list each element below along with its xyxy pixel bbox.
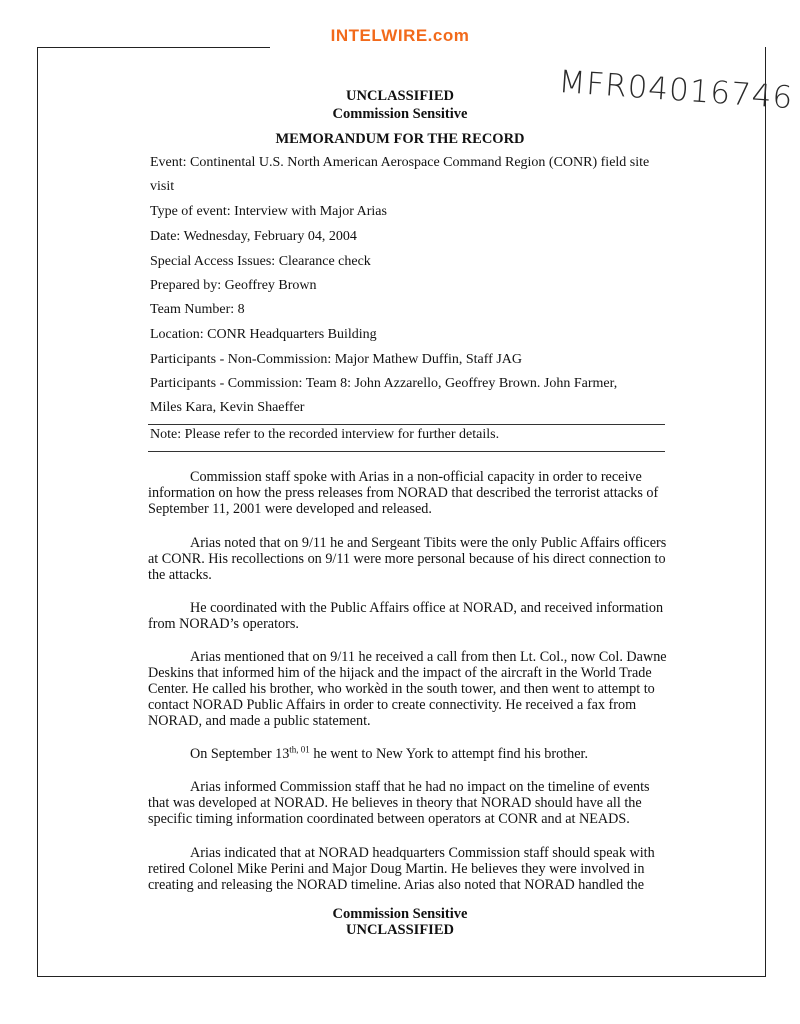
sensitivity-header: Commission Sensitive (332, 106, 468, 122)
intelwire-watermark: INTELWIRE.com (330, 26, 470, 45)
prepared-by-field: Prepared by: Geoffrey Brown (150, 278, 317, 293)
body-paragraph-1: Commission staff spoke with Arias in a non-official capacity in order to receive information on how the press releases from NORAD that described the terrorist attacks of September 11, 2001 were developed and released. (148, 469, 659, 517)
type-of-event-field: Type of event: Interview with Major Arias (150, 204, 387, 219)
classification-footer: UNCLASSIFIED (346, 922, 454, 938)
body-paragraph-7: Arias indicated that at NORAD headquarters Commission staff should speak with retired Colonel Mike Perini and Major Doug Martin. He believes they were involved in creating and releasing the NORAD timeline. Arias also noted that NORAD handled the (148, 845, 655, 893)
body-paragraph-3: He coordinated with the Public Affairs office at NORAD, and received information from NORAD’s operators. (148, 600, 664, 632)
handwritten-document-id: MFR04016746 (557, 64, 795, 117)
scan-border-right (765, 47, 766, 977)
body-paragraph-6: Arias informed Commission staff that he had no impact on the timeline of events that was developed at NORAD. He believes in theory that NORAD should have all the specific timing information coordinated between operators at CONR and at NEADS. (148, 779, 650, 827)
date-field: Date: Wednesday, February 04, 2004 (150, 229, 357, 244)
participants-commission-continued: Miles Kara, Kevin Shaeffer (150, 400, 305, 415)
sensitivity-footer: Commission Sensitive (332, 906, 468, 922)
location-field: Location: CONR Headquarters Building (150, 327, 377, 342)
participants-commission-field: Participants - Commission: Team 8: John Azzarello, Geoffrey Brown. John Farmer, (150, 376, 618, 391)
participants-noncommission-field: Participants - Non-Commission: Major Mathew Duffin, Staff JAG (150, 352, 523, 367)
scan-border-top (37, 47, 270, 48)
classification-header: UNCLASSIFIED (346, 88, 454, 104)
scan-border-left (37, 47, 38, 977)
team-number-field: Team Number: 8 (150, 302, 245, 317)
scan-border-bottom (37, 976, 766, 977)
note-rule-top (148, 424, 665, 425)
body-paragraph-5: On September $13^{th, 01}$ he went to New York to attempt find his brother. (190, 744, 589, 762)
event-field: Event: Continental U.S. North American Aerospace Command Region (CONR) field site (150, 155, 650, 170)
note-field: Note: Please refer to the recorded interview for further details. (150, 427, 500, 442)
event-field-continued: visit (150, 179, 175, 194)
note-rule-bottom (148, 451, 665, 452)
special-access-field: Special Access Issues: Clearance check (150, 254, 371, 269)
memo-title: MEMORANDUM FOR THE RECORD (275, 131, 525, 147)
body-paragraph-2: Arias noted that on 9/11 he and Sergeant Tibits were the only Public Affairs officers at CONR. His recollections on 9/11 were more personal because of his direct connection to the attacks. (148, 535, 667, 583)
body-paragraph-4: Arias mentioned that on 9/11 he received a call from then Lt. Col., now Col. Dawne Deskins that informed him of the hijack and the impact of the aircraft in the World Trade Center. He called his brother, who workèd in the south tower, and then went to attempt to contact NORAD Public Affairs in order to create connectivity. He received a fax from NORAD, and made a public statement. (148, 649, 667, 729)
